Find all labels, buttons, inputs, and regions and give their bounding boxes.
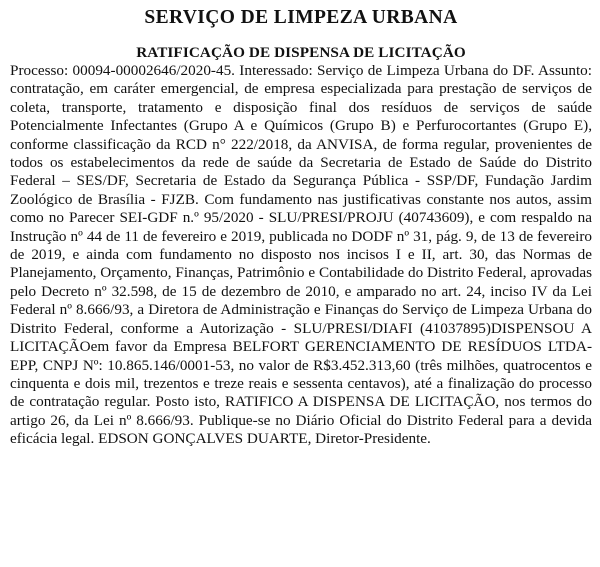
document-body: Processo: 00094-00002646/2020-45. Interessado: Serviço de Limpeza Urbana do DF. Assunto: contratação, em caráter emergencial, de empresa especializada para prestação de serviços de coleta, transporte, tratamento e disposição final dos resíduos de serviços de saúde Potencialmente Infectantes (Grupo A e Químicos (Grupo B) e Perfurocortantes (Grupo E), conforme classificação da RCD n° 222/2018, da ANVISA, de forma regular, provenientes de todos os estabelecimentos da rede de saúde da Secretaria de Estado de Saúde do Distrito Federal – SES/DF, Secretaria de Estado da Segurança Pública - SSP/DF, Fundação Jardim Zoológico de Brasília - FJZB. Com fundamento nas justificativas constante nos autos, assim como no Parecer SEI-GDF n.º 95/2020 - SLU/PRESI/PROJU (40743609), e com respaldo na Instrução nº 44 de 11 de fevereiro e 2019, publicada no DODF nº 31, pág. 9, de 13 de fevereiro de 2019, e ainda com fundamento no disposto nos incisos I e II, art. 30, das Normas de Planejamento, Orçamento, Finanças, Patrimônio e Contabilidade do Distrito Federal, aprovadas pelo Decreto nº 32.598, de 15 de dezembro de 2010, e amparado no art. 24, inciso IV da Lei Federal nº 8.666/93, a Diretora de Administração e Finanças do Serviço de Limpeza Urbana do Distrito Federal, conforme a Autorização - SLU/PRESI/DIAFI (41037895)DISPENSOU A LICITAÇÃOem favor da Empresa BELFORT GERENCIAMENTO DE RESÍDUOS LTDA- EPP, CNPJ Nº: 10.865.146/0001-53, no valor de R$3.452.313,60 (três milhões, quatrocentos e cinquenta e dois mil, trezentos e treze reais e sessenta centavos), até a finalização do processo de contratação regular. Posto isto, RATIFICO A DISPENSA DE LICITAÇÃO, nos termos do artigo 26, da Lei nº 8.666/93. Publique-se no Diário Oficial do Distrito Federal para a devida eficácia legal. EDSON GONÇALVES DUARTE, Diretor-Presidente. — [10, 62, 592, 448]
document-heading: RATIFICAÇÃO DE DISPENSA DE LICITAÇÃO — [136, 44, 466, 61]
organization-title: SERVIÇO DE LIMPEZA URBANA — [144, 7, 458, 28]
